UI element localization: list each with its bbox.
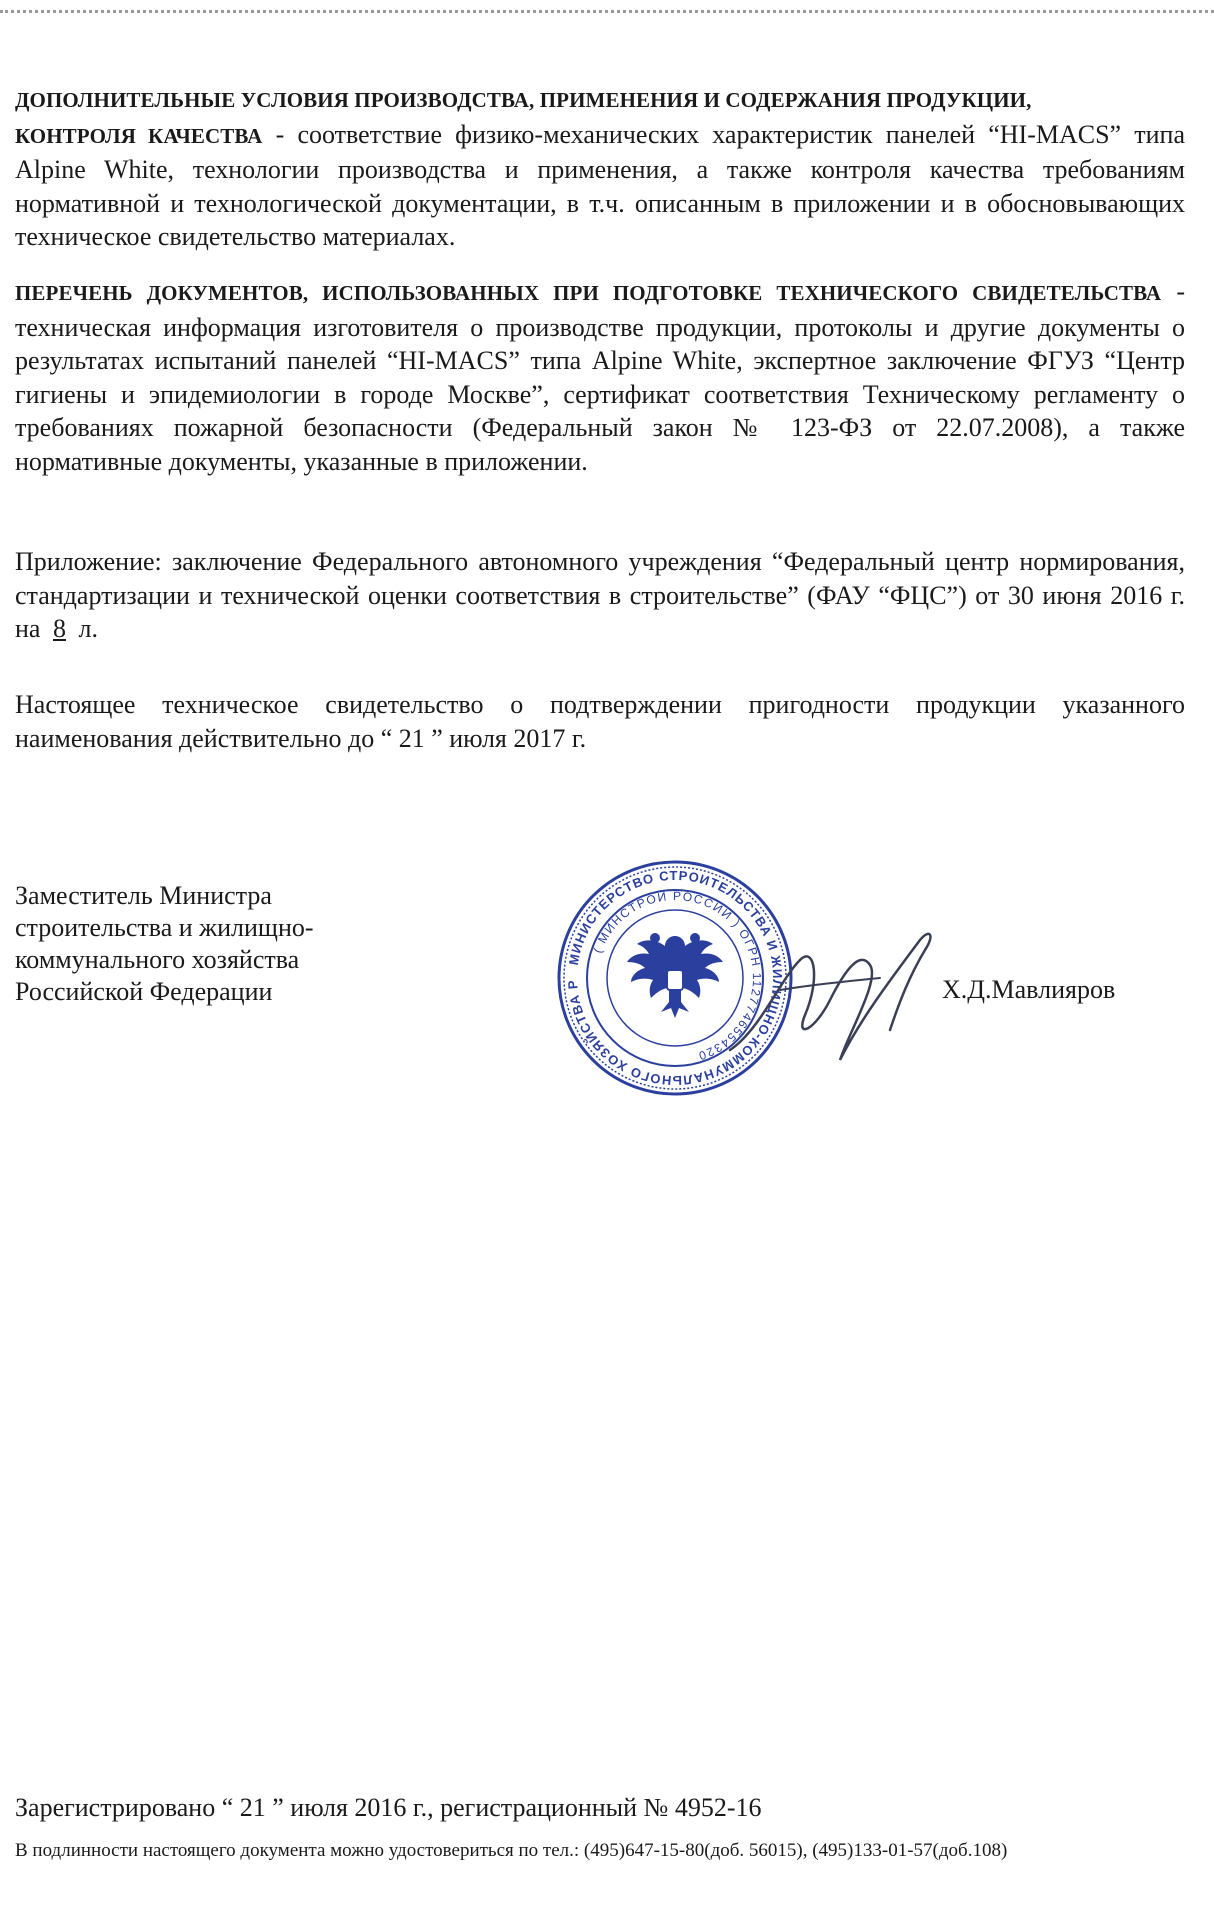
registration-line: Зарегистрировано “ 21 ” июля 2016 г., регистрационный № 4952-16 [15, 1793, 762, 1822]
validity-text: Настоящее техническое свидетельство о подтверждении пригодности продукции указанного наименования действительно до “ 21 ” июля 2017 г. [15, 690, 1185, 753]
section1-heading-line2: КОНТРОЛЯ КАЧЕСТВА [15, 123, 263, 148]
signatory-block [15, 880, 314, 1008]
footer-verification-note: В подлинности настоящего документа можно удостовериться по тел.: (495)647-15-80(доб. 56015), (495)133-01-57(доб.108) [15, 1840, 1008, 1861]
section-documents-list [15, 275, 1185, 478]
signatory-line3: коммунального хозяйства [15, 945, 300, 974]
section2-text: - техническая информация изготовителя о производстве продукции, протоколы и другие документы о результатах испытаний панелей “HI-MACS” типа Alpine White, экспертное заключение ФГУЗ “Центр гигиены и эпидемиологии в городе Москве”, сертификат соответствия Техническому регламенту о требованиях пожарной безопасности (Федеральный закон № 123-ФЗ от 22.07.2008), а также нормативные документы, указанные в приложении. [15, 277, 1185, 476]
section1-text: - соответствие физико-механических характеристик панелей “HI-MACS” типа Alpine White, технологии производства и применения, а также контроля качества требованиям нормативной и технологической документации, в т.ч. описанным в приложении и в обосновывающих техническое свидетельство материалах. [15, 119, 1185, 251]
validity-paragraph [15, 688, 1185, 755]
signatory-name: Х.Д.Мавлияров [942, 975, 1116, 1004]
top-dotted-border [0, 10, 1214, 13]
appendix-paragraph [15, 545, 1185, 646]
signatory-line4: Российской Федерации [15, 977, 273, 1006]
section1-heading-line1: ДОПОЛНИТЕЛЬНЫЕ УСЛОВИЯ ПРОИЗВОДСТВА, ПРИМЕНЕНИЯ И СОДЕРЖАНИЯ ПРОДУКЦИИ, [15, 88, 1032, 112]
appendix-pages: 8 [52, 614, 66, 643]
signatory-line2: строительства и жилищно- [15, 913, 314, 942]
appendix-text-after: л. [71, 614, 98, 643]
section-additional-conditions [15, 82, 1185, 254]
stamp-outer-text: МИНИСТЕРСТВО СТРОИТЕЛЬСТВА И ЖИЛИЩНО-КОММУНАЛЬНОГО ХОЗЯЙСТВА Р [564, 867, 786, 1089]
stamp-inner-text: ( МИНСТРОЙ РОССИИ ) ОГРН 1127746554320 [590, 888, 765, 1064]
signatory-line1: Заместитель Министра [15, 881, 272, 910]
appendix-text-before: Приложение: заключение Федерального автономного учреждения “Федеральный центр нормирования, стандартизации и технической оценки соответствия в строительстве” (ФАУ “ФЦС”) от 30 июня 2016 г. на [15, 547, 1185, 643]
eagle-emblem-icon [627, 933, 723, 1018]
section2-heading: ПЕРЕЧЕНЬ ДОКУМЕНТОВ, ИСПОЛЬЗОВАННЫХ ПРИ ПОДГОТОВКЕ ТЕХНИЧЕСКОГО СВИДЕТЕЛЬСТВА [15, 281, 1162, 305]
handwritten-signature-icon [720, 920, 980, 1080]
